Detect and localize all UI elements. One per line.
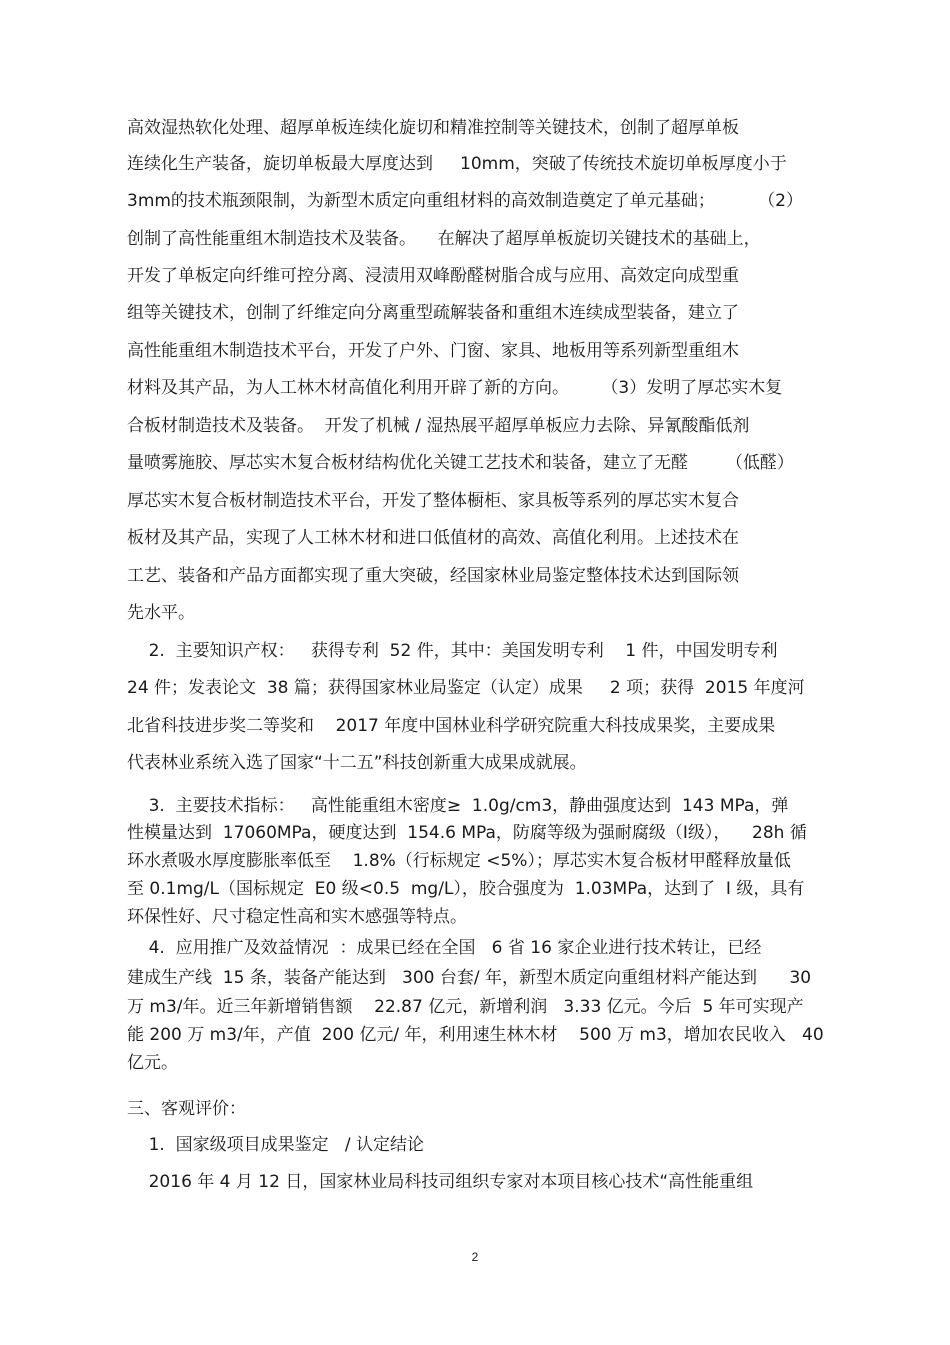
text-line: 组等关键技术，创制了纤维定向分离重型疏解装备和重组木连续成型装备，建立了 <box>127 303 739 323</box>
text-line: 至 0.1mg/L（国标规定 E0 级<0.5 mg/L），胶合强度为 1.03MPa，达到了 Ⅰ 级，具有 <box>127 879 805 899</box>
text-line: 量喷雾施胶、厚芯实木复合板材结构优化关键工艺技术和装备，建立了无醛 （低醛） <box>127 453 794 473</box>
text-line: 高性能重组木制造技术平台，开发了户外、门窗、家具、地板用等系列新型重组木 <box>127 341 739 361</box>
text-line: 材料及其产品，为人工林木材高值化利用开辟了新的方向。 （3）发明了厚芯实木复 <box>127 378 783 398</box>
text-line: 24 件；发表论文 38 篇；获得国家林业局鉴定（认定）成果 2 项；获得 2015 年度河 <box>127 678 805 698</box>
text-line: 创制了高性能重组木制造技术及装备。 在解决了超厚单板旋切关键技术的基础上， <box>127 229 761 249</box>
section-heading: 三、客观评价： <box>127 1099 246 1119</box>
text-line: 环水煮吸水厚度膨胀率低至 1.8%（行标规定 <5%）；厚芯实木复合板材甲醛释放量低 <box>127 851 791 871</box>
text-line: 环保性好、尺寸稳定性高和实木感强等特点。 <box>127 907 467 927</box>
text-line: 建成生产线 15 条，装备产能达到 300 台套/ 年，新型木质定向重组材料产能达到 30 <box>127 968 812 988</box>
text-line: 万 m3/年。近三年新增销售额 22.87 亿元，新增利润 3.33 亿元。今后 5 年可实现产 <box>127 997 804 1017</box>
text-line: 连续化生产装备，旋切单板最大厚度达到 10mm，突破了传统技术旋切单板厚度小于 <box>127 154 787 174</box>
text-line: 3. 主要技术指标： 高性能重组木密度≥ 1.0g/cm3，静曲强度达到 143 MPa，弹 <box>127 796 789 816</box>
text-line: 开发了单板定向纤维可控分离、浸渍用双峰酚醛树脂合成与应用、高效定向成型重 <box>127 266 739 286</box>
subsection-heading: 1. 国家级项目成果鉴定 / 认定结论 <box>127 1135 424 1155</box>
text-line: 高效湿热软化处理、超厚单板连续化旋切和精准控制等关键技术，创制了超厚单板 <box>127 118 739 138</box>
text-line: 亿元。 <box>127 1053 178 1073</box>
text-line: 4. 应用推广及效益情况 ：成果已经在全国 6 省 16 家企业进行技术转让，已经 <box>127 938 762 958</box>
text-line: 能 200 万 m3/年，产值 200 亿元/ 年，利用速生林木材 500 万 m3，增加农民收入 40 <box>127 1025 824 1045</box>
text-line: 2. 主要知识产权： 获得专利 52 件，其中：美国发明专利 1 件，中国发明专利 <box>127 641 778 661</box>
text-line: 工艺、装备和产品方面都实现了重大突破，经国家林业局鉴定整体技术达到国际领 <box>127 566 739 586</box>
text-line: 先水平。 <box>127 603 195 623</box>
text-line: 板材及其产品，实现了人工林木材和进口低值材的高效、高值化利用。上述技术在 <box>127 528 739 548</box>
text-line: 代表林业系统入选了国家“十二五”科技创新重大成果成就展。 <box>127 753 587 773</box>
page-number: 2 <box>471 1250 479 1264</box>
text-line: 3mm的技术瓶颈限制，为新型木质定向重组材料的高效制造奠定了单元基础； （2） <box>127 191 803 211</box>
text-line: 厚芯实木复合板材制造技术平台，开发了整体橱柜、家具板等系列的厚芯实木复合 <box>127 491 739 511</box>
text-line: 性模量达到 17060MPa，硬度达到 154.6 MPa，防腐等级为强耐腐级（Ⅰ级）， 28h 循 <box>127 823 807 843</box>
text-line: 合板材制造技术及装备。 开发了机械 / 湿热展平超厚单板应力去除、异氰酸酯低剂 <box>127 416 750 436</box>
text-line: 北省科技进步奖二等奖和 2017 年度中国林业科学研究院重大科技成果奖，主要成果 <box>127 716 776 736</box>
text-line: 2016 年 4 月 12 日，国家林业局科技司组织专家对本项目核心技术“高性能重组 <box>127 1172 754 1192</box>
